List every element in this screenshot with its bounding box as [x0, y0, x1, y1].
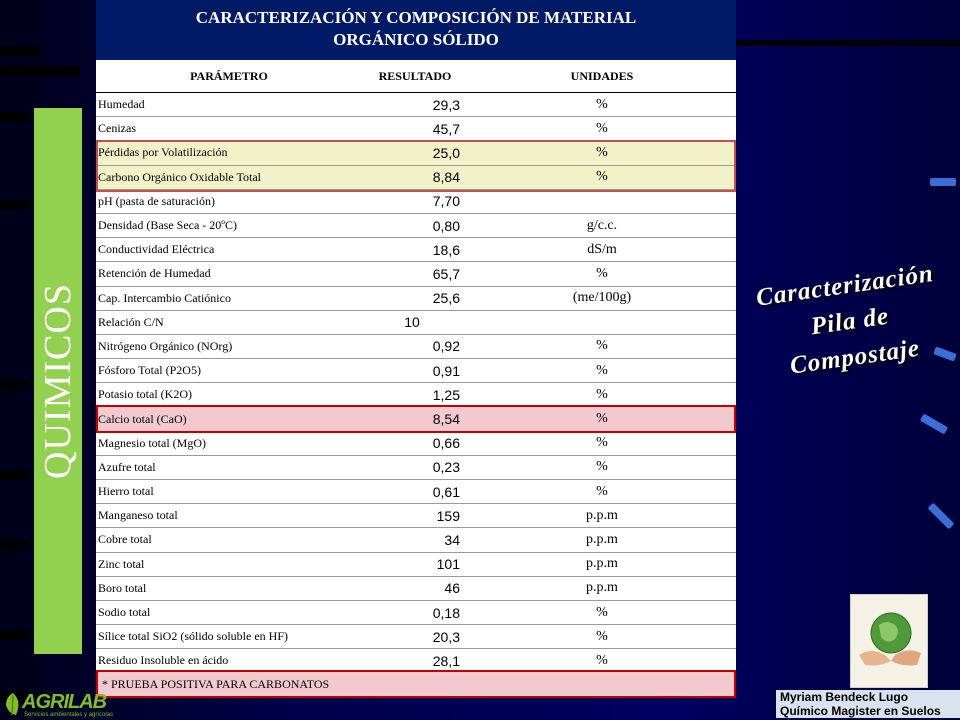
cell-result: 8,84 [362, 165, 468, 189]
cell-units: % [468, 480, 736, 504]
globe-in-hands-image [850, 594, 928, 688]
table-row [96, 528, 736, 552]
cell-parameter: Manganeso total [96, 504, 362, 528]
cell-parameter: Pérdidas por Volatilización [96, 141, 362, 165]
cell-parameter: Humedad [96, 93, 362, 117]
cell-result: 0,91 [362, 359, 468, 383]
cell-units: % [468, 262, 736, 286]
decor-stripe [0, 380, 30, 390]
footnote-carbonatos: * PRUEBA POSITIVA PARA CARBONATOS [96, 670, 736, 698]
cell-result: 0,61 [362, 480, 468, 504]
cell-units: % [468, 431, 736, 455]
cell-result: 0,66 [362, 431, 468, 455]
table-row [96, 407, 736, 431]
cell-result: 8,54 [362, 407, 468, 431]
cell-parameter: Residuo Insoluble en ácido [96, 649, 362, 673]
cell-units: % [468, 407, 736, 431]
decor-stripe [0, 630, 30, 640]
table-row [96, 552, 736, 576]
cell-result: 46 [362, 576, 468, 600]
table-row [96, 117, 736, 141]
cell-units: p.p.m [468, 504, 736, 528]
cell-parameter: Boro total [96, 576, 362, 600]
cell-result: 45,7 [362, 117, 468, 141]
cell-units: % [468, 141, 736, 165]
composition-table-panel [96, 0, 736, 674]
cell-parameter: Azufre total [96, 455, 362, 479]
cell-parameter: Cobre total [96, 528, 362, 552]
cell-result: 28,1 [362, 649, 468, 673]
table-row [96, 238, 736, 262]
table-header-row [96, 60, 736, 93]
cell-parameter: Conductividad Eléctrica [96, 238, 362, 262]
cell-parameter: Hierro total [96, 480, 362, 504]
author-role: Químico Magister en Suelos [780, 704, 941, 718]
table-row [96, 431, 736, 455]
cell-result: 65,7 [362, 262, 468, 286]
table-row [96, 165, 736, 189]
cell-parameter: Sodio total [96, 600, 362, 624]
cell-units: p.p.m [468, 528, 736, 552]
cell-parameter: Sílice total SiO2 (sólido soluble en HF) [96, 625, 362, 649]
table-row [96, 93, 736, 117]
table-row [96, 334, 736, 358]
cell-units: % [468, 625, 736, 649]
cell-result: 25,0 [362, 141, 468, 165]
cell-result: 101 [362, 552, 468, 576]
cell-parameter: Cenizas [96, 117, 362, 141]
table-title-line2: ORGÁNICO SÓLIDO [333, 30, 499, 49]
cell-result: 20,3 [362, 625, 468, 649]
cell-result: 7,70 [362, 189, 468, 213]
table-row [96, 359, 736, 383]
cell-units: % [468, 117, 736, 141]
cell-units: p.p.m [468, 576, 736, 600]
side-label-quimicos [34, 108, 82, 654]
cell-parameter: Magnesio total (MgO) [96, 431, 362, 455]
cell-units: p.p.m [468, 552, 736, 576]
cell-units: dS/m [468, 238, 736, 262]
table-row [96, 286, 736, 310]
logo-tagline: Servicios ambientales y agrícolas [24, 712, 114, 718]
cell-units [468, 310, 736, 334]
table-row [96, 480, 736, 504]
cell-result: 25,6 [362, 286, 468, 310]
table-row [96, 262, 736, 286]
cell-units [468, 189, 736, 213]
cell-units: % [468, 93, 736, 117]
table-row [96, 625, 736, 649]
decor-stripe [736, 40, 960, 46]
cell-parameter: Fósforo Total (P2O5) [96, 359, 362, 383]
cell-units: % [468, 165, 736, 189]
cell-units: % [468, 649, 736, 673]
logo-text: AGRILAB [22, 691, 107, 713]
globe-icon [851, 595, 927, 687]
cell-result: 0,23 [362, 455, 468, 479]
table-row [96, 576, 736, 600]
right-title-line1: Caracterización [754, 260, 936, 312]
cell-parameter: Carbono Orgánico Oxidable Total [96, 165, 362, 189]
cell-parameter: Zinc total [96, 552, 362, 576]
cell-parameter: Nitrógeno Orgánico (NOrg) [96, 334, 362, 358]
right-title-line3: Compostaje [788, 334, 922, 380]
table-row [96, 213, 736, 237]
cell-result: 34 [362, 528, 468, 552]
decor-stripe [0, 540, 30, 550]
decor-stripe [0, 112, 30, 122]
cell-units: % [468, 383, 736, 407]
composition-table [96, 60, 736, 674]
cell-parameter: Densidad (Base Seca - 20ºC) [96, 213, 362, 237]
cell-units: % [468, 600, 736, 624]
cell-result: 18,6 [362, 238, 468, 262]
decor-dash [930, 178, 956, 186]
header-parameter: PARÁMETRO [96, 60, 362, 93]
table-row [96, 189, 736, 213]
cell-result: 0,80 [362, 213, 468, 237]
cell-result: 29,3 [362, 93, 468, 117]
table-row [96, 455, 736, 479]
cell-result: 0,92 [362, 334, 468, 358]
cell-parameter: pH (pasta de saturación) [96, 189, 362, 213]
table-row [96, 600, 736, 624]
decor-stripe [0, 470, 30, 480]
cell-parameter: Calcio total (CaO) [96, 407, 362, 431]
author-name: Myriam Bendeck Lugo [780, 690, 909, 704]
decor-stripe [0, 46, 40, 56]
table-row [96, 310, 736, 334]
cell-parameter: Retención de Humedad [96, 262, 362, 286]
table-body [96, 93, 736, 674]
cell-result: 0,18 [362, 600, 468, 624]
cell-units: g/c.c. [468, 213, 736, 237]
decor-stripe [0, 200, 30, 210]
cell-parameter: Potasio total (K2O) [96, 383, 362, 407]
cell-result: 159 [362, 504, 468, 528]
header-units: UNIDADES [468, 60, 736, 93]
cell-units: % [468, 455, 736, 479]
table-row [96, 141, 736, 165]
cell-units: % [468, 359, 736, 383]
agrilab-logo [0, 690, 118, 720]
header-result: RESULTADO [362, 60, 468, 93]
cell-units: (me/100g) [468, 286, 736, 310]
table-row [96, 504, 736, 528]
decor-stripe [0, 66, 80, 76]
side-label-text: QUIMICOS [37, 283, 79, 479]
table-title [96, 0, 736, 60]
leaf-icon [2, 691, 24, 719]
table-title-line1: CARACTERIZACIÓN Y COMPOSICIÓN DE MATERIAL [195, 8, 637, 27]
right-title-line2: Pila de [809, 302, 891, 341]
cell-result: 10 [362, 310, 468, 334]
cell-parameter: Relación C/N [96, 310, 362, 334]
cell-result: 1,25 [362, 383, 468, 407]
cell-units: % [468, 334, 736, 358]
cell-parameter: Cap. Intercambio Catiónico [96, 286, 362, 310]
table-row [96, 383, 736, 407]
author-signature [776, 690, 960, 718]
